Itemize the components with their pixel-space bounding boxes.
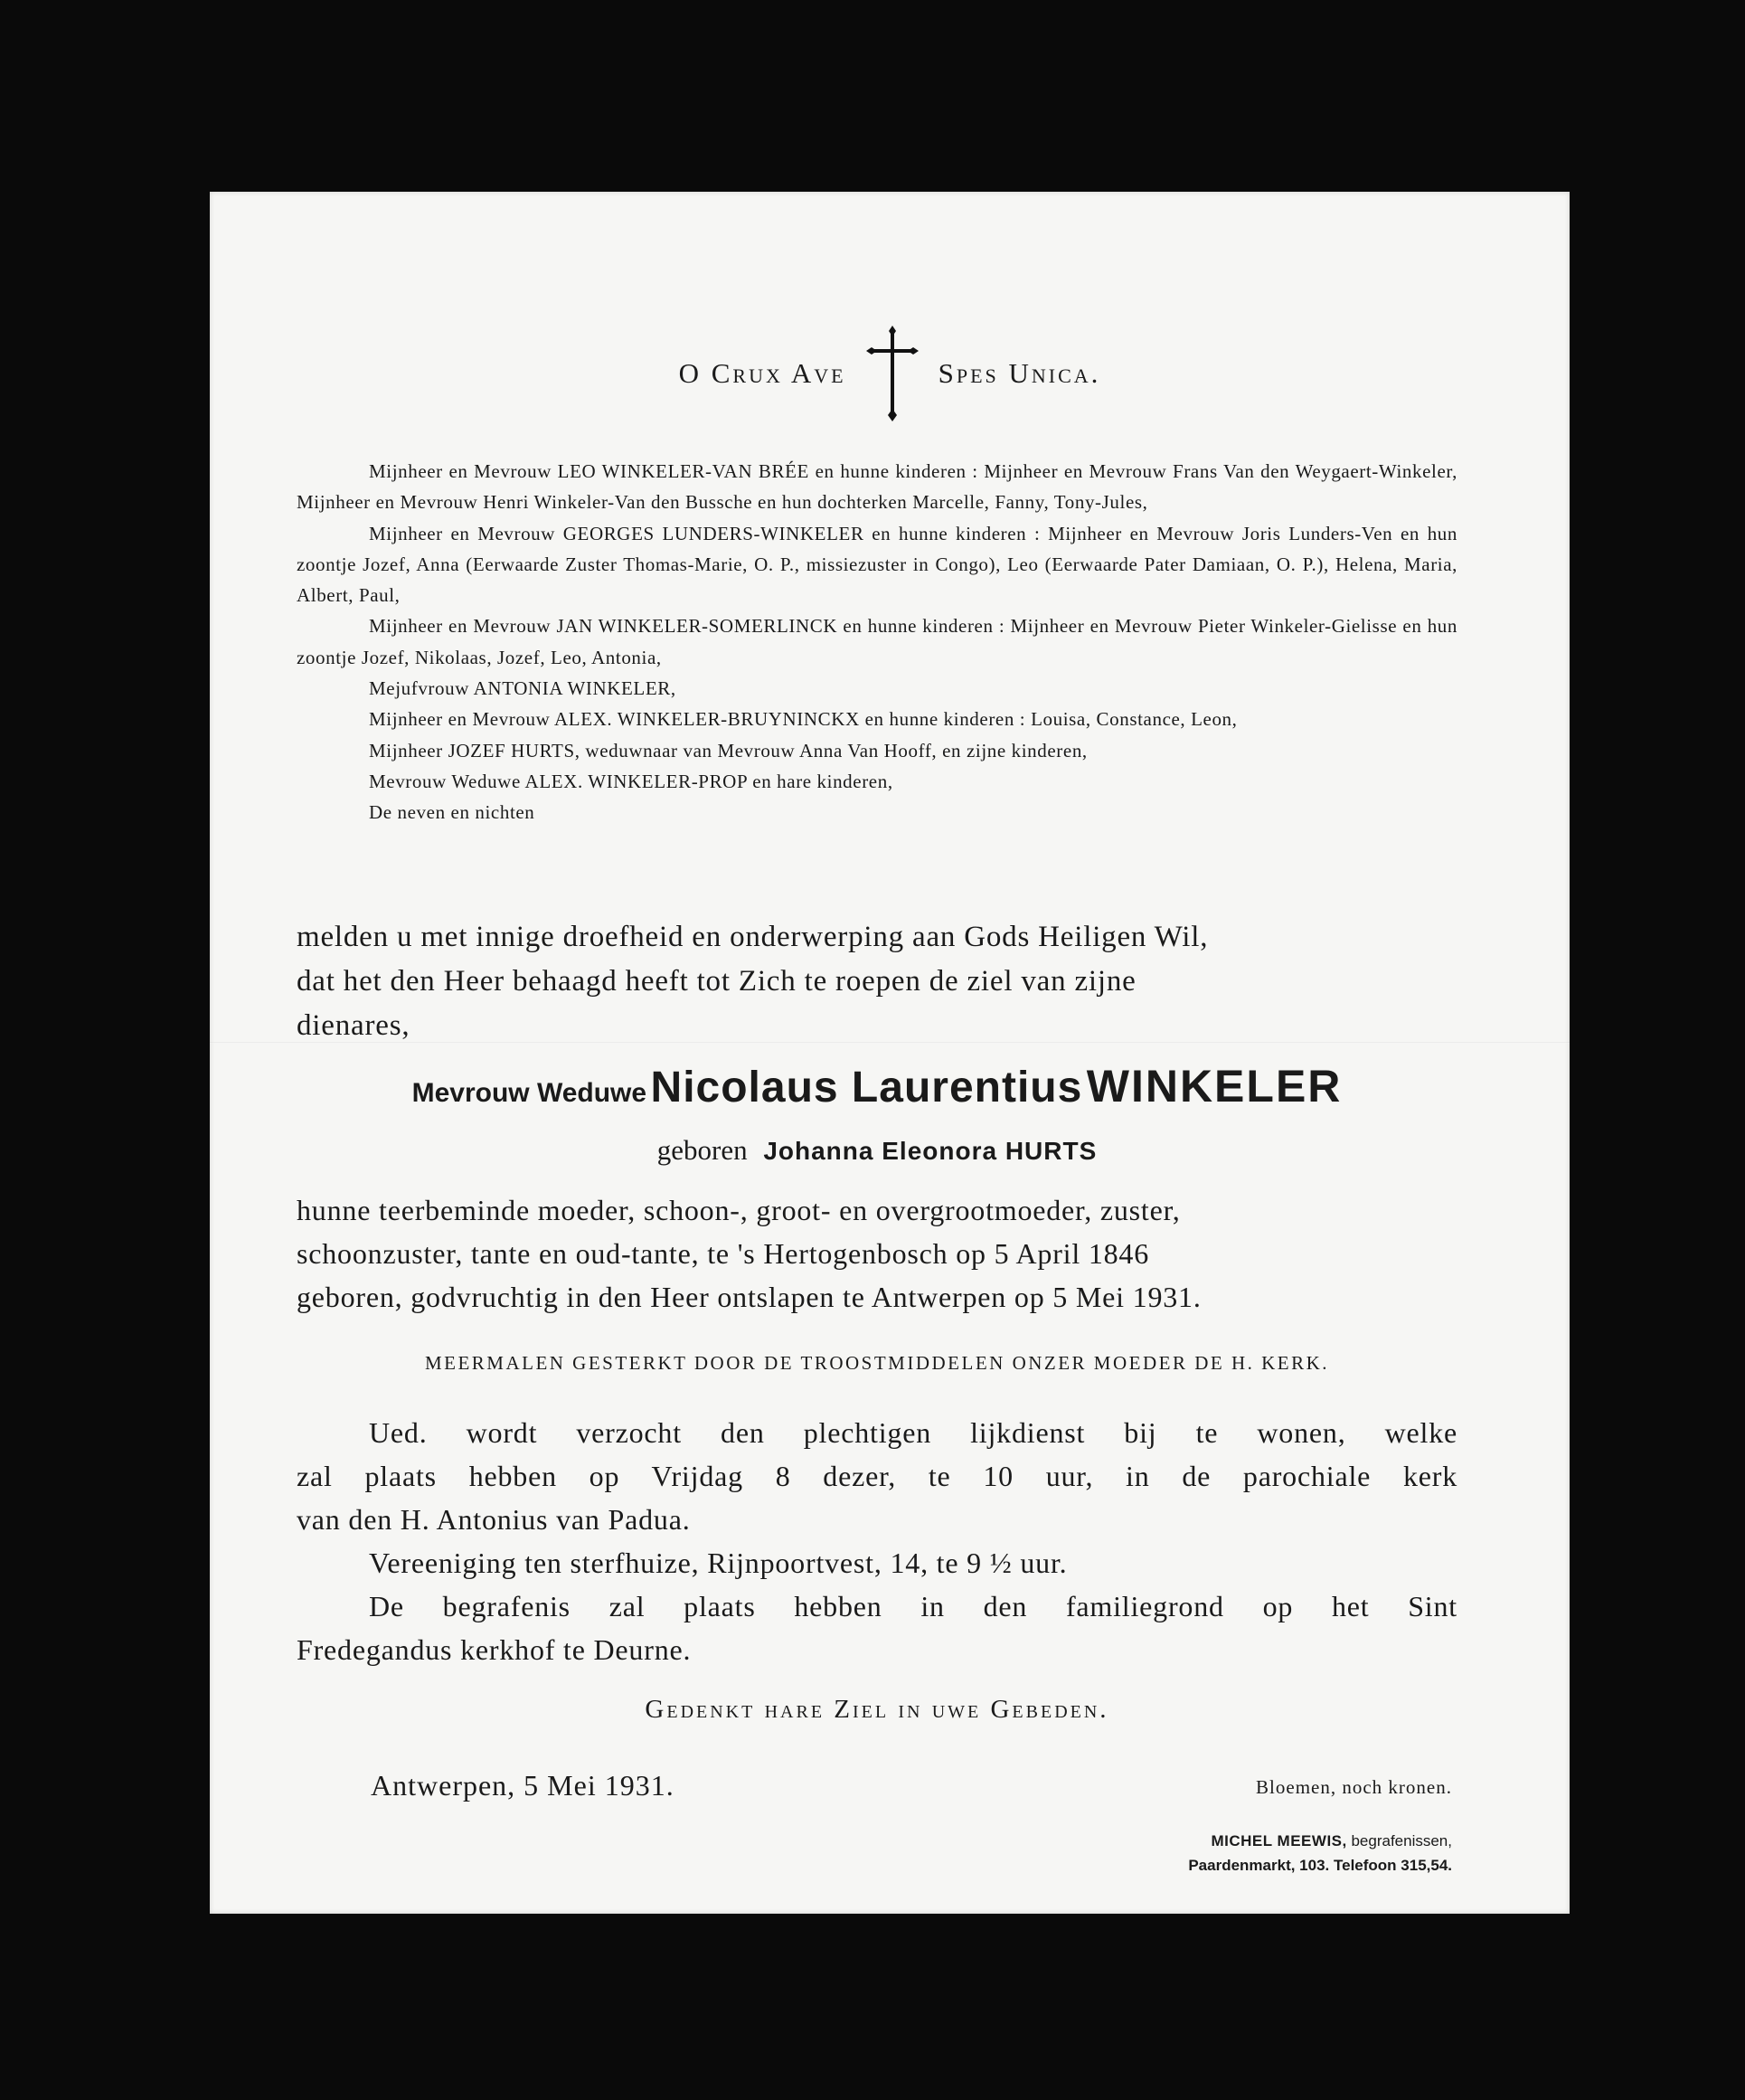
printer-address: Paardenmarkt, 103. Telefoon 315,54. <box>1188 1857 1452 1874</box>
deceased-given-names: Nicolaus Laurentius <box>650 1064 1083 1111</box>
family-entry: Mijnheer JOZEF HURTS, weduwnaar van Mevrouw Anna Van Hooff, en zijne kinderen, <box>369 739 1088 761</box>
family-list <box>297 456 1457 828</box>
service-details <box>297 1411 1457 1671</box>
printer-line <box>1188 1829 1452 1853</box>
motto-header <box>210 326 1570 421</box>
family-entry: Mejufvrouw ANTONIA WINKELER, <box>369 677 676 700</box>
place-date: Antwerpen, 5 Mei 1931. <box>371 1769 674 1802</box>
service-line: Vereeniging ten sterfhuize, Rijnpoortvest, 14, te 9 ½ uur. <box>369 1547 1068 1579</box>
printer-trade: begrafenissen, <box>1351 1832 1452 1849</box>
deceased-prefix: Mevrouw Weduwe <box>411 1078 647 1108</box>
printer-imprint <box>1188 1829 1452 1878</box>
flowers-note: Bloemen, noch kronen. <box>1256 1776 1452 1798</box>
deceased-description <box>297 1188 1457 1319</box>
family-entry: Mevrouw Weduwe ALEX. WINKELER-PROP en hare kinderen, <box>369 770 893 792</box>
announce-line: dienares, <box>297 1009 410 1042</box>
deceased-surname: WINKELER <box>1086 1061 1343 1111</box>
description-line: schoonzuster, tante en oud-tante, te 's Hertogenbosch op 5 April 1846 <box>297 1237 1150 1270</box>
service-line: Ued. wordt verzocht den plechtigen lijkdienst bij te wonen, welke <box>369 1416 1457 1449</box>
funeral-notice-card <box>210 192 1570 1914</box>
service-line: De begrafenis zal plaats hebben in den familiegrond op het Sint <box>369 1590 1457 1622</box>
description-line: geboren, godvruchtig in den Heer ontslapen te Antwerpen op 5 Mei 1931. <box>297 1281 1202 1313</box>
born-label: geboren <box>656 1134 748 1166</box>
family-entry: Mijnheer en Mevrouw ALEX. WINKELER-BRUYNINCKX en hunne kinderen : Louisa, Constance, Leon, <box>369 708 1238 731</box>
cross-icon <box>866 326 919 421</box>
announce-line: melden u met innige droefheid en onderwerping aan Gods Heiligen Wil, <box>297 921 1209 953</box>
deceased-name <box>297 1060 1457 1112</box>
service-line: zal plaats hebben op Vrijdag 8 dezer, te 10 uur, in de parochiale kerk <box>297 1460 1457 1492</box>
service-line: Fredegandus kerkhof te Deurne. <box>297 1633 692 1666</box>
born-name: Johanna Eleonora HURTS <box>763 1137 1098 1165</box>
announce-line: dat het den Heer behaagd heeft tot Zich te roepen de ziel van zijne <box>297 965 1137 998</box>
family-entry: De neven en nichten <box>369 801 535 824</box>
born-line <box>297 1134 1457 1167</box>
family-entry: Mijnheer en Mevrouw JAN WINKELER-SOMERLINCK en hunne kinderen : Mijnheer en Mevrouw Pieter Winkeler-Gielisse en hun zoontje Jozef, Nikolaas, Jozef, Leo, Antonia, <box>297 615 1457 668</box>
motto-left: O Crux Ave <box>678 357 846 389</box>
printer-name: MICHEL MEEWIS, <box>1211 1832 1347 1849</box>
motto-right: Spes Unica. <box>938 357 1101 389</box>
family-entry: Mijnheer en Mevrouw LEO WINKELER-VAN BRÉE en hunne kinderen : Mijnheer en Mevrouw Frans Van den Weygaert-Winkeler, Mijnheer en Mevrouw Henri Winkeler-Van den Bussche en hun dochterken Marcelle, Fanny, Tony-Jules, <box>297 460 1457 514</box>
sacraments-note: MEERMALEN GESTERKT DOOR DE TROOSTMIDDELEN ONZER MOEDER DE H. KERK. <box>424 1352 1330 1374</box>
announcement-text <box>297 915 1457 1048</box>
prayer-request: Gedenkt hare Ziel in uwe Gebeden. <box>645 1695 1109 1724</box>
family-entry: Mijnheer en Mevrouw GEORGES LUNDERS-WINKELER en hunne kinderen : Mijnheer en Mevrouw Joris Lunders-Ven en hun zoontje Jozef, Anna (Eerwaarde Zuster Thomas-Marie, O. P., missiezuster in Congo), Leo (Eerwaarde Pater Damiaan, O. P.), Helena, Maria, Albert, Paul, <box>297 522 1457 607</box>
service-line: van den H. Antonius van Padua. <box>297 1503 691 1536</box>
description-line: hunne teerbeminde moeder, schoon-, groot- en overgrootmoeder, zuster, <box>297 1194 1181 1226</box>
